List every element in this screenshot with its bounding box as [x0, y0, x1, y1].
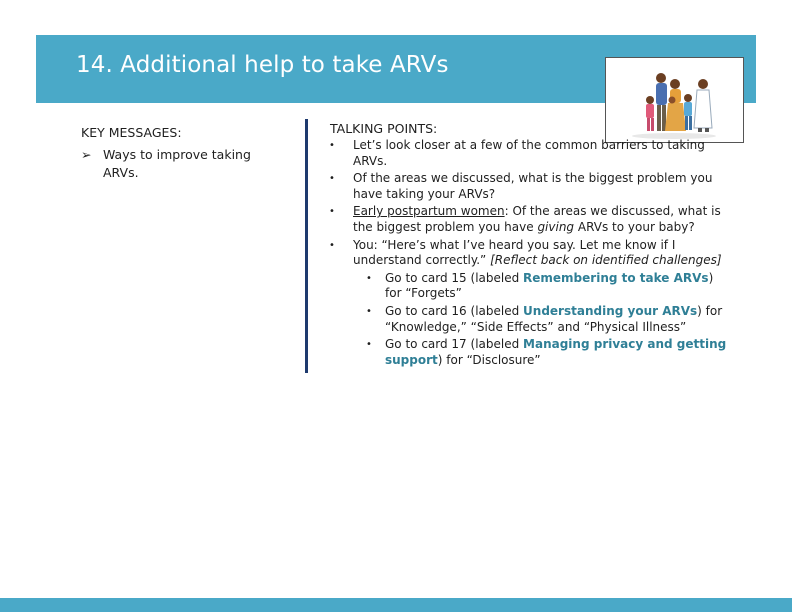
- referral-item: [328, 337, 728, 368]
- card-15-link[interactable]: Remembering to take ARVs: [523, 270, 709, 285]
- footer-bar: [0, 598, 792, 612]
- page-title: 14. Additional help to take ARVs: [76, 52, 449, 78]
- referral-text: ) for “Knowledge,” “Side Effects” and “Physical Illness”: [385, 303, 723, 334]
- referral-item: [328, 271, 728, 302]
- referral-text: Go to card 15 (labeled: [385, 270, 524, 285]
- referral-text: Go to card 17 (labeled: [385, 337, 524, 352]
- bullet-icon: •: [329, 239, 335, 251]
- family-with-health-worker-illustration: [606, 58, 743, 142]
- talking-point-item: [328, 171, 728, 202]
- emphasis-text: giving: [537, 219, 575, 234]
- referral-text: ) for “Forgets”: [385, 270, 714, 301]
- talking-points-list: [328, 138, 728, 370]
- talking-points-heading: TALKING POINTS:: [330, 121, 438, 136]
- talking-point-item: [328, 238, 728, 269]
- referral-text: ) for “Disclosure”: [437, 352, 541, 367]
- bullet-icon: •: [366, 272, 372, 284]
- postpartum-label: Early postpartum women: [353, 204, 505, 219]
- key-messages-heading: KEY MESSAGES:: [81, 125, 182, 140]
- talking-point-text: You: “Here’s what I’ve heard you say. Let me know if I understand correctly.”: [353, 237, 676, 268]
- bullet-icon: •: [366, 339, 372, 351]
- key-message-item: [81, 146, 263, 182]
- talking-point-text: : Of the areas we discussed, what is the biggest problem you have: [353, 204, 721, 234]
- talking-point-text: Let’s look closer at a few of the common barriers to taking ARVs.: [353, 138, 705, 168]
- card-16-link[interactable]: Understanding your ARVs: [523, 303, 698, 318]
- vertical-divider: [305, 119, 308, 373]
- card-17-link[interactable]: Managing privacy and getting support: [385, 337, 727, 367]
- key-message-text: Ways to improve taking ARVs.: [103, 147, 251, 180]
- bullet-icon: •: [329, 140, 335, 151]
- instruction-text: [Reflect back on identified challenges]: [490, 253, 722, 268]
- talking-point-text: Of the areas we discussed, what is the biggest problem you have taking your ARVs?: [353, 171, 713, 201]
- bullet-icon: •: [329, 173, 335, 185]
- illustration-frame: [605, 57, 744, 143]
- talking-point-item: [328, 204, 728, 235]
- talking-point-text: ARVs to your baby?: [574, 219, 695, 234]
- bullet-icon: •: [329, 206, 335, 218]
- arrow-bullet-icon: ➢: [81, 147, 92, 162]
- referral-text: Go to card 16 (labeled: [385, 303, 524, 318]
- talking-point-item: [328, 138, 728, 169]
- referral-item: [328, 304, 728, 335]
- referral-list: [328, 271, 728, 369]
- bullet-icon: •: [366, 305, 372, 317]
